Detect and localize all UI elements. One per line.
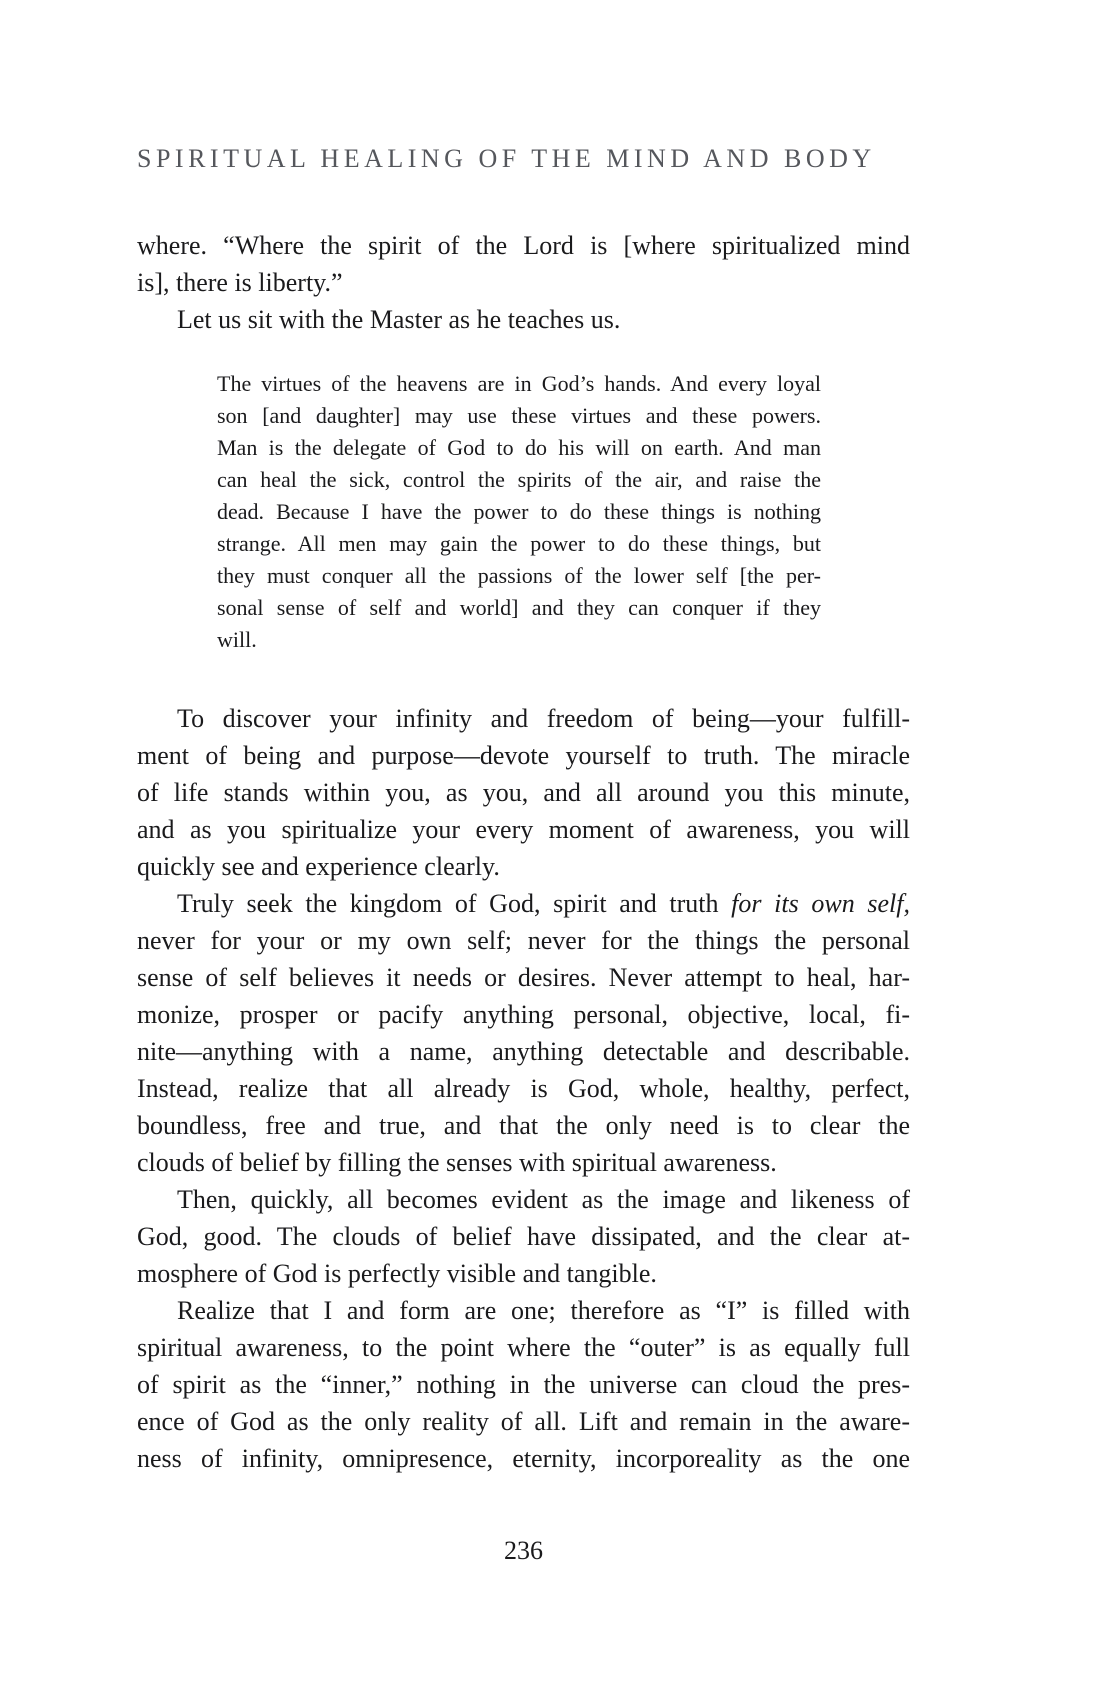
text-line: is], there is liberty.”: [137, 268, 343, 297]
paragraph: [137, 885, 910, 1181]
quote-line: will.: [217, 627, 257, 652]
text-line: sense of self believes it needs or desires. Never attempt to heal, har-: [137, 963, 910, 992]
text-line: ment of being and purpose—devote yourself to truth. The miracle: [137, 741, 910, 770]
paragraph: [137, 1292, 910, 1477]
quote-line: son [and daughter] may use these virtues and these powers.: [217, 403, 821, 428]
text-line: clouds of belief by filling the senses with spiritual awareness.: [137, 1148, 777, 1177]
paragraph: [137, 301, 910, 338]
paragraph: [137, 700, 910, 885]
text-line: spiritual awareness, to the point where the “outer” is as equally full: [137, 1333, 910, 1362]
text-line: ence of God as the only reality of all. Lift and remain in the aware-: [137, 1407, 910, 1436]
text-line: monize, prosper or pacify anything personal, objective, local, fi-: [137, 1000, 910, 1029]
text-line: and as you spiritualize your every moment of awareness, you will: [137, 815, 910, 844]
quote-line: they must conquer all the passions of the lower self [the per-: [217, 563, 821, 588]
text-line: [137, 885, 910, 922]
italic-text-segment: for its own self,: [731, 889, 910, 918]
paragraph: [137, 1181, 910, 1292]
text-line: boundless, free and true, and that the only need is to clear the: [137, 1111, 910, 1140]
page-body: [137, 227, 910, 1477]
text-line: of life stands within you, as you, and all around you this minute,: [137, 778, 910, 807]
text-line: quickly see and experience clearly.: [137, 852, 500, 881]
quote-line: Man is the delegate of God to do his will on earth. And man: [217, 435, 821, 460]
text-line: nite—anything with a name, anything detectable and describable.: [137, 1037, 910, 1066]
text-line: ness of infinity, omnipresence, eternity, incorporeality as the one: [137, 1444, 910, 1473]
text-line: mosphere of God is perfectly visible and tangible.: [137, 1259, 657, 1288]
paragraph: [137, 227, 910, 301]
text-line: of spirit as the “inner,” nothing in the universe can cloud the pres-: [137, 1370, 910, 1399]
quote-line: can heal the sick, control the spirits of the air, and raise the: [217, 467, 821, 492]
text-line: Let us sit with the Master as he teaches us.: [177, 305, 621, 334]
text-line: God, good. The clouds of belief have dissipated, and the clear at-: [137, 1222, 910, 1251]
text-line: where. “Where the spirit of the Lord is [where spiritualized mind: [137, 231, 910, 260]
text-line: To discover your infinity and freedom of being—your fulfill-: [177, 704, 910, 733]
running-header: SPIRITUAL HEALING OF THE MIND AND BODY: [137, 144, 876, 173]
quote-line: strange. All men may gain the power to do these things, but: [217, 531, 821, 556]
quote-line: sonal sense of self and world] and they can conquer if they: [217, 595, 821, 620]
text-line: Instead, realize that all already is God, whole, healthy, perfect,: [137, 1074, 910, 1103]
text-line: Realize that I and form are one; therefore as “I” is filled with: [177, 1296, 910, 1325]
page-number: 236: [504, 1536, 543, 1565]
quote-line: The virtues of the heavens are in God’s hands. And every loyal: [217, 371, 821, 396]
block-quote: [217, 368, 821, 656]
text-segment: Truly seek the kingdom of God, spirit and truth: [177, 889, 732, 918]
text-line: never for your or my own self; never for the things the personal: [137, 926, 910, 955]
text-line: Then, quickly, all becomes evident as the image and likeness of: [177, 1185, 910, 1214]
quote-line: dead. Because I have the power to do these things is nothing: [217, 499, 821, 524]
